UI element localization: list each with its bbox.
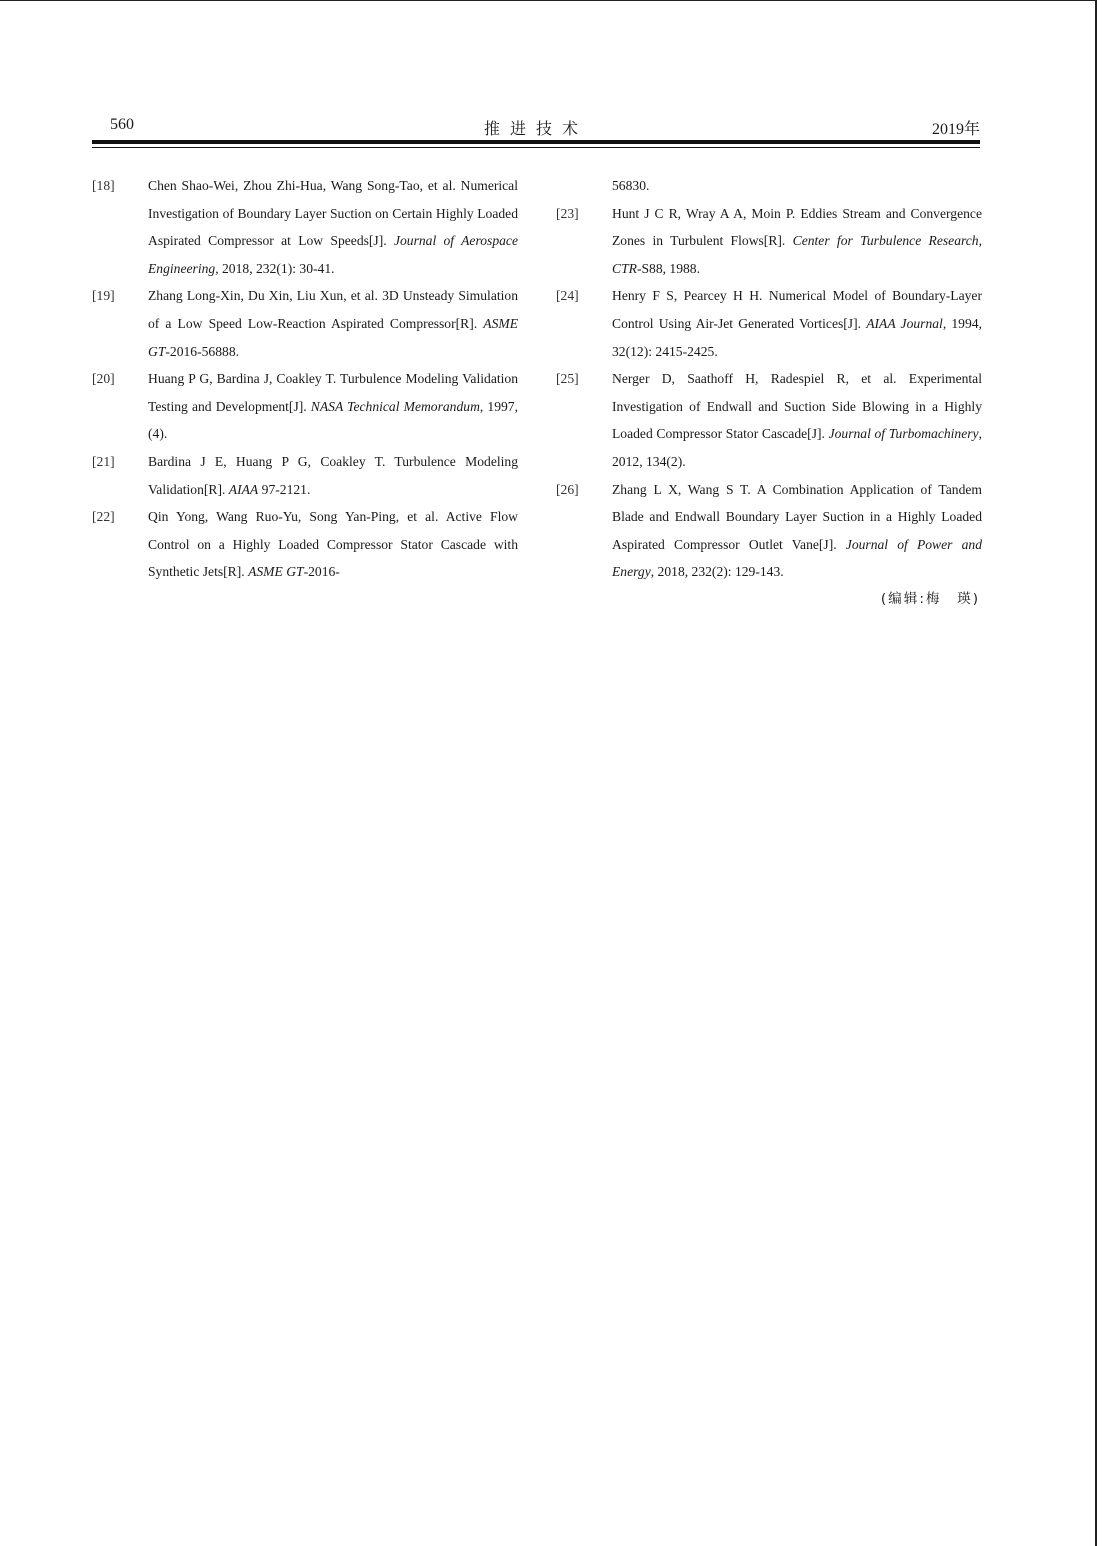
- reference-number: [24]: [556, 288, 579, 304]
- reference-text: Nerger D, Saathoff H, Radespiel R, et al. Experimental Investigation of Endwall and Suction Side Blowing in a Highly Loaded Compressor Stator Cascade[J].: [612, 371, 982, 442]
- reference-item: [92, 365, 518, 448]
- reference-source: Journal of Aerospace Engineering: [148, 233, 518, 276]
- reference-text: Chen Shao-Wei, Zhou Zhi-Hua, Wang Song-Tao, et al. Numerical Investigation of Boundary Layer Suction on Certain Highly Loaded Aspirated Compressor at Low Speeds[J].: [148, 178, 518, 249]
- reference-item: [92, 282, 518, 365]
- reference-item: [556, 200, 982, 283]
- reference-source: ASME GT: [148, 315, 518, 359]
- reference-number: [20]: [92, 371, 115, 387]
- reference-text: Zhang L X, Wang S T. A Combination Application of Tandem Blade and Endwall Boundary Layer Suction in a Highly Loaded Aspirated Compressor Outlet Vane[J].: [612, 481, 982, 552]
- reference-item: [92, 172, 518, 282]
- reference-details: , 2018, 232(1): 30-41.: [215, 260, 335, 276]
- reference-number: [19]: [92, 288, 115, 304]
- journal-title: 推进技术: [483, 121, 588, 138]
- reference-item: [556, 476, 982, 586]
- reference-details: , 2018, 232(2): 129-143.: [650, 564, 784, 580]
- reference-source: AIAA Journal: [866, 315, 943, 331]
- page-number: 560: [110, 116, 134, 133]
- reference-text: Huang P G, Bardina J, Coakley T. Turbulence Modeling Validation Testing and Development[J].: [148, 371, 518, 414]
- reference-number: [18]: [92, 178, 115, 193]
- reference-text: Qin Yong, Wang Ruo-Yu, Song Yan-Ping, et al. Active Flow Control on a Highly Loaded Compressor Stator Cascade with Synthetic Jets[R].: [148, 509, 518, 580]
- publication-year: 2019年: [931, 121, 980, 138]
- reference-details: , 1994, 32(12): 2415-2425.: [612, 315, 982, 359]
- reference-details: , 1997, (4).: [148, 398, 518, 442]
- reference-item: [556, 365, 982, 475]
- reference-item: [92, 448, 518, 503]
- reference-column-left: [92, 172, 518, 586]
- reference-source: NASA Technical Memorandum: [310, 398, 480, 414]
- reference-source: AIAA: [228, 481, 259, 497]
- reference-text: Henry F S, Pearcey H H. Numerical Model of Boundary-Layer Control Using Air-Jet Generated Vortices[J].: [612, 288, 982, 331]
- reference-number: [25]: [556, 371, 579, 387]
- reference-source: Center for Turbulence Research, CTR: [612, 233, 983, 276]
- reference-source: Journal of Turbomachinery: [828, 426, 979, 442]
- reference-number: [23]: [556, 205, 579, 221]
- reference-column-right: [556, 172, 982, 614]
- reference-details: 97-2121.: [258, 481, 311, 497]
- reference-source: ASME GT: [248, 564, 304, 580]
- reference-continuation: 56830.: [612, 178, 650, 193]
- reference-text: Zhang Long-Xin, Du Xin, Liu Xun, et al. 3D Unsteady Simulation of a Low Speed Low-Reaction Aspirated Compressor[R].: [148, 288, 518, 331]
- reference-item: [556, 282, 982, 365]
- reference-details: -S88, 1988.: [636, 260, 701, 276]
- reference-number: [26]: [556, 481, 579, 497]
- reference-item: [92, 503, 518, 586]
- reference-details: -2016-: [303, 564, 340, 580]
- header-rule-thick: [92, 140, 980, 144]
- editor-note: (编辑:梅 瑛): [880, 590, 980, 607]
- reference-number: [21]: [92, 453, 115, 469]
- reference-text: Bardina J E, Huang P G, Coakley T. Turbulence Modeling Validation[R].: [148, 453, 518, 497]
- running-header: [92, 116, 980, 140]
- reference-details: , 2012, 134(2).: [612, 426, 982, 469]
- reference-number: [22]: [92, 509, 115, 525]
- header-rule-thin: [92, 147, 980, 148]
- reference-text: Hunt J C R, Wray A A, Moin P. Eddies Stream and Convergence Zones in Turbulent Flows[R].: [612, 205, 982, 249]
- reference-details: -2016-56888.: [165, 343, 240, 359]
- reference-source: Journal of Power and Energy: [612, 536, 982, 580]
